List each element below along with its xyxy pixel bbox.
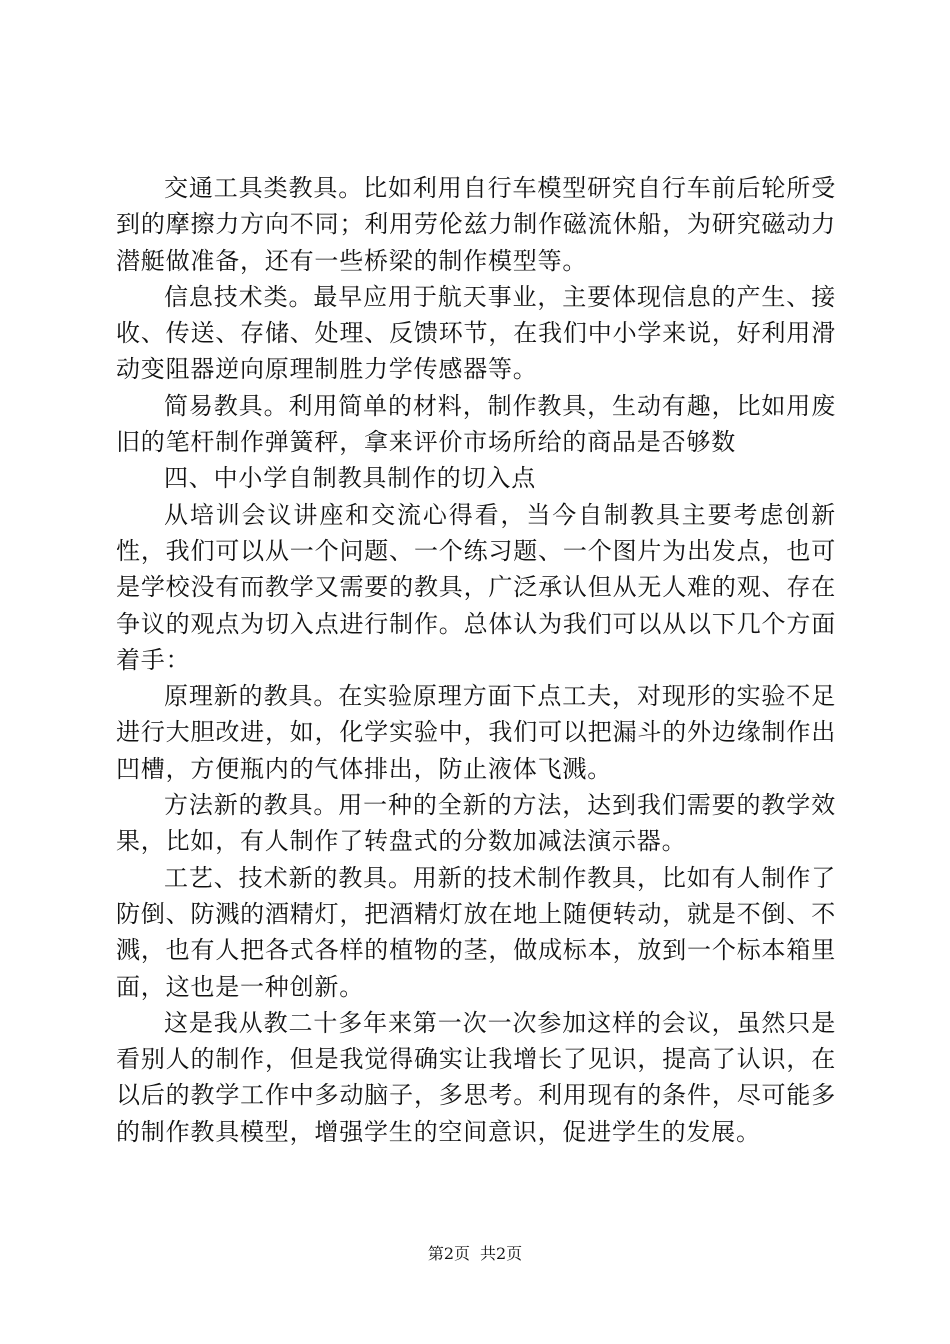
paragraph-new-craft-technology: 工艺、技术新的教具。用新的技术制作教具，比如有人制作了防倒、防溅的酒精灯，把酒精灯放在地上随便转动，就是不倒、不溅，也有人把各式各样的植物的茎，做成标本，放到一个标本箱里面，这也是一种创新。: [116, 863, 836, 1001]
paragraph-transport-teaching-aids: 交通工具类教具。比如利用自行车模型研究自行车前后轮所受到的摩擦力方向不同；利用劳伦兹力制作磁流休船，为研究磁动力潜艇做准备，还有一些桥梁的制作模型等。: [116, 174, 836, 275]
paragraph-new-principle: 原理新的教具。在实验原理方面下点工夫，对现形的实验不足进行大胆改进，如，化学实验中，我们可以把漏斗的外边缘制作出凹槽，方便瓶内的气体排出，防止液体飞溅。: [116, 682, 836, 783]
page-number: 第2页: [427, 1244, 470, 1263]
page-footer: [0, 1244, 950, 1264]
paragraph-conclusion: 这是我从教二十多年来第一次一次参加这样的会议，虽然只是看别人的制作，但是我觉得确实让我增长了见识，提高了认识，在以后的教学工作中多动脑子，多思考。利用现有的条件，尽可能多的制作教具模型，增强学生的空间意识，促进学生的发展。: [116, 1008, 836, 1146]
section-heading-entry-points: 四、中小学自制教具制作的切入点: [164, 464, 536, 493]
paragraph-training-insights: 从培训会议讲座和交流心得看，当今自制教具主要考虑创新性，我们可以从一个问题、一个练习题、一个图片为出发点，也可是学校没有而教学又需要的教具，广泛承认但从无人难的观、存在争议的观点为切入点进行制作。总体认为我们可以从以下几个方面着手：: [116, 500, 836, 674]
page-total: 共2页: [480, 1244, 523, 1263]
paragraph-information-technology: 信息技术类。最早应用于航天事业，主要体现信息的产生、接收、传送、存储、处理、反馈环节，在我们中小学来说，好利用滑动变阻器逆向原理制胜力学传感器等。: [116, 282, 836, 384]
paragraph-new-method: 方法新的教具。用一种的全新的方法，达到我们需要的教学效果，比如，有人制作了转盘式的分数加减法演示器。: [116, 791, 836, 856]
document-body: [116, 170, 836, 1150]
paragraph-simple-teaching-aids: 简易教具。利用简单的材料，制作教具，生动有趣，比如用废旧的笔杆制作弹簧秤，拿来评价市场所给的商品是否够数: [116, 391, 836, 457]
